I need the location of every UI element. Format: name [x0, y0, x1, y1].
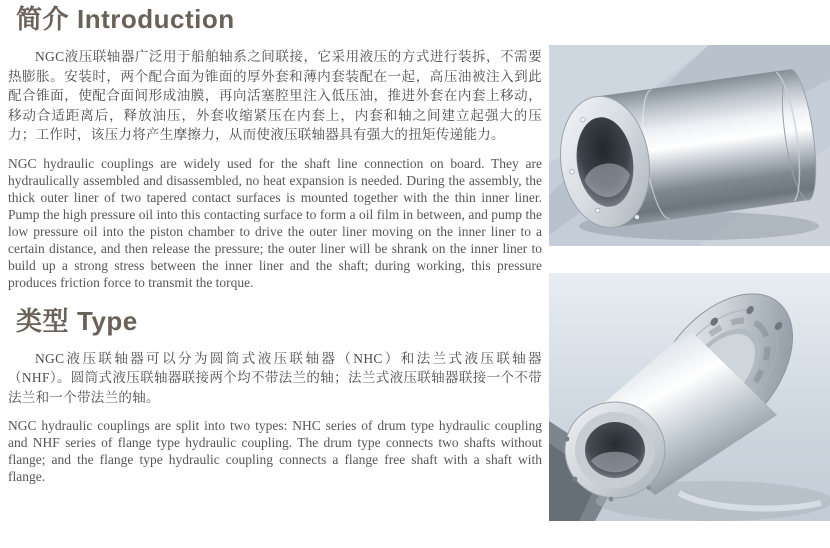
introduction-paragraph-chinese: NGC液压联轴器广泛用于船舶轴系之间联接，它采用液压的方式进行装拆，不需要热膨胀。安装时，两个配合面为锥面的厚外套和薄内套装配在一起，高压油被注入到此配合锥面，使配合面间形成油膜，再向活塞腔里注入低压油，推进外套在内套上移动，移动合适距离后，释放油压，外套收缩紧压在内套上，内套和轴之间建立起强大的压力；工作时，该压力将产生摩擦力，从而使液压联轴器具有强大的扭矩传递能力。 — [8, 49, 542, 142]
introduction-paragraph-english: NGC hydraulic couplings are widely used for the shaft line connection on board. They are hydraulically assembled and disassembled, no heat expansion is needed. During the assembly, the thick outer liner of two tapered contact surfaces is mounted together with the thin inner liner. Pump the high pressure oil into this contacting surface to form a oil film in between, and pump the low pressure oil into the piston chamber to drive the outer liner moving on the inner liner to a certain distance, and then release the pressure; the outer liner will be shrank on the inner liner to build up a strong stress between the inner liner and the shaft; during working, this pressure produces friction force to transmit the torque. — [8, 155, 542, 290]
nhc-drum-coupling-figure — [549, 45, 830, 246]
type-heading-en: Type — [77, 305, 138, 336]
type-paragraph-english: NGC hydraulic couplings are split into two types: NHC series of drum type hydraulic coupling and NHF series of flange type hydraulic coupling. The drum type connects two shafts without flange; and the flange type hydraulic coupling connects a flange free shaft with a shaft with flange. — [8, 418, 542, 484]
type-heading-zh: 类型 — [16, 305, 70, 336]
section-introduction — [8, 3, 542, 291]
type-heading — [16, 305, 542, 337]
introduction-heading-en: Introduction — [77, 4, 235, 34]
drum-coupling-image — [549, 45, 830, 246]
introduction-heading — [16, 3, 542, 35]
text-column — [8, 0, 542, 485]
type-paragraph-chinese: NGC液压联轴器可以分为圆筒式液压联轴器（NHC）和法兰式液压联轴器（NHF）。圆筒式液压联轴器联接两个均不带法兰的轴；法兰式液压联轴器联接一个不带法兰和一个带法兰的轴。 — [8, 350, 542, 405]
introduction-heading-zh: 简介 — [16, 4, 70, 34]
flange-coupling-image — [549, 273, 830, 521]
section-type — [8, 305, 542, 486]
nhf-flange-coupling-figure — [549, 273, 830, 521]
product-image-column — [549, 45, 830, 521]
